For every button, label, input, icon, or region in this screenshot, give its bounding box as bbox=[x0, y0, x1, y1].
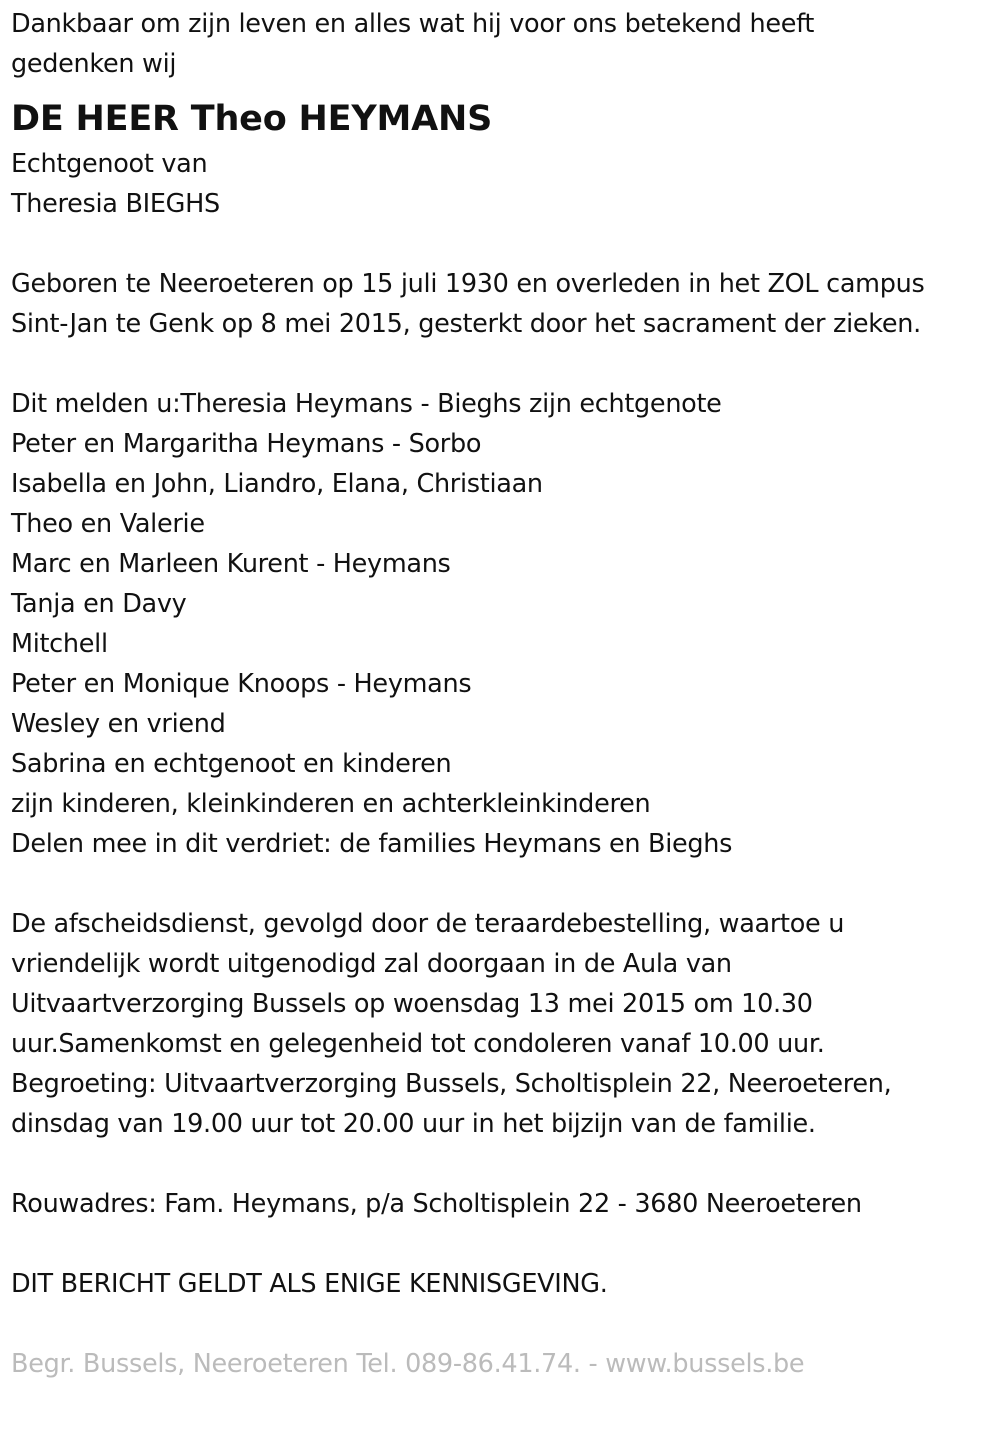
deceased-name: DE HEER Theo HEYMANS bbox=[11, 99, 493, 139]
birth-death-line: Sint-Jan te Genk op 8 mei 2015, gesterkt door het sacrament der zieken. bbox=[11, 309, 921, 339]
family-line: Peter en Margaritha Heymans - Sorbo bbox=[11, 429, 482, 459]
birth-death-info bbox=[11, 264, 991, 344]
service-info bbox=[11, 904, 991, 1144]
family-line: Tanja en Davy bbox=[11, 589, 187, 619]
funeral-home-footer: Begr. Bussels, Neeroeteren Tel. 089-86.41.74. - www.bussels.be bbox=[11, 1349, 805, 1379]
service-line: Uitvaartverzorging Bussels op woensdag 13 mei 2015 om 10.30 bbox=[11, 989, 813, 1019]
intro-line: Dankbaar om zijn leven en alles wat hij voor ons betekend heeft bbox=[11, 9, 815, 39]
spacer bbox=[11, 1224, 991, 1264]
family-line: zijn kinderen, kleinkinderen en achterkleinkinderen bbox=[11, 789, 651, 819]
spacer bbox=[11, 1304, 991, 1344]
mourning-address: Rouwadres: Fam. Heymans, p/a Scholtisplein 22 - 3680 Neeroeteren bbox=[11, 1189, 862, 1219]
family-line: Sabrina en echtgenoot en kinderen bbox=[11, 749, 452, 779]
family-line: Wesley en vriend bbox=[11, 709, 226, 739]
birth-death-line: Geboren te Neeroeteren op 15 juli 1930 en overleden in het ZOL campus bbox=[11, 269, 925, 299]
family-line: Theo en Valerie bbox=[11, 509, 205, 539]
spacer bbox=[11, 224, 991, 264]
spacer bbox=[11, 864, 991, 904]
spouse-info bbox=[11, 144, 991, 224]
intro-text bbox=[11, 4, 991, 84]
notice-statement: DIT BERICHT GELDT ALS ENIGE KENNISGEVING. bbox=[11, 1269, 608, 1299]
family-line: Delen mee in dit verdriet: de families Heymans en Bieghs bbox=[11, 829, 733, 859]
service-line: vriendelijk wordt uitgenodigd zal doorgaan in de Aula van bbox=[11, 949, 732, 979]
service-line: De afscheidsdienst, gevolgd door de teraardebestelling, waartoe u bbox=[11, 909, 845, 939]
family-line: Mitchell bbox=[11, 629, 108, 659]
service-line: dinsdag van 19.00 uur tot 20.00 uur in het bijzijn van de familie. bbox=[11, 1109, 816, 1139]
obituary-notice bbox=[11, 4, 991, 1384]
family-list bbox=[11, 384, 991, 864]
family-line: Dit melden u:Theresia Heymans - Bieghs zijn echtgenote bbox=[11, 389, 722, 419]
family-line: Marc en Marleen Kurent - Heymans bbox=[11, 549, 451, 579]
intro-line: gedenken wij bbox=[11, 49, 177, 79]
spacer bbox=[11, 344, 991, 384]
spacer bbox=[11, 1144, 991, 1184]
family-line: Isabella en John, Liandro, Elana, Christiaan bbox=[11, 469, 543, 499]
spouse-line: Theresia BIEGHS bbox=[11, 189, 220, 219]
spouse-line: Echtgenoot van bbox=[11, 149, 208, 179]
service-line: uur.Samenkomst en gelegenheid tot condoleren vanaf 10.00 uur. bbox=[11, 1029, 825, 1059]
service-line: Begroeting: Uitvaartverzorging Bussels, Scholtisplein 22, Neeroeteren, bbox=[11, 1069, 892, 1099]
family-line: Peter en Monique Knoops - Heymans bbox=[11, 669, 472, 699]
